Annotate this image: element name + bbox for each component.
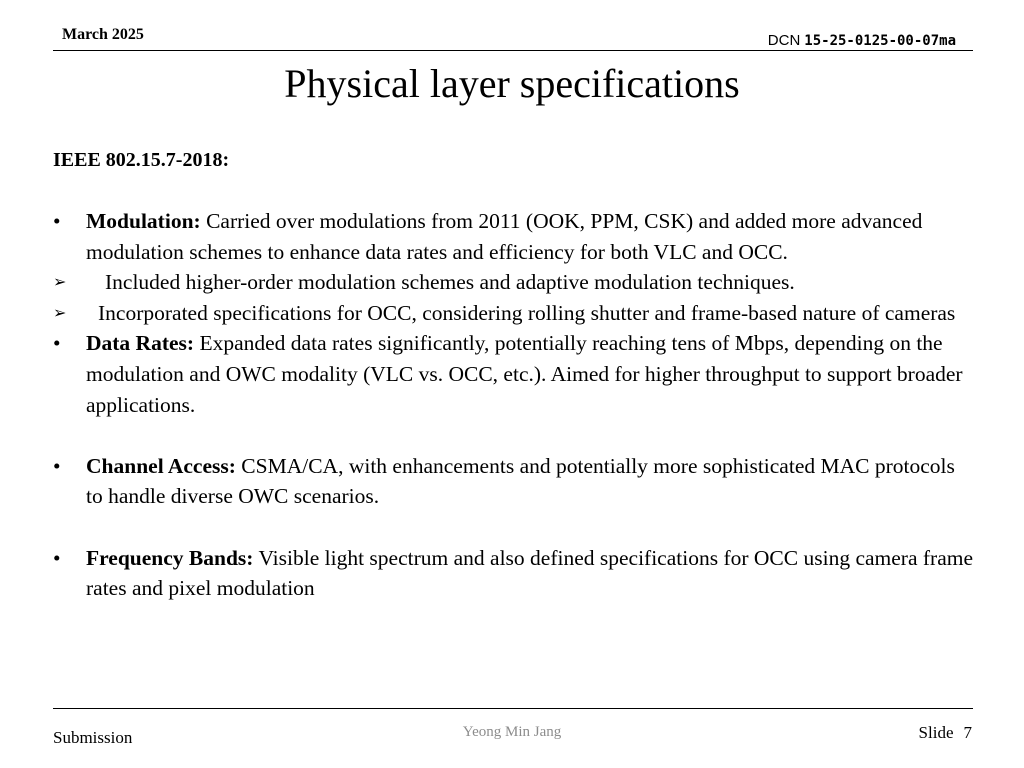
sub-bullet-occ [53,298,973,329]
header-date: March 2025 [62,26,144,43]
slide-body [53,206,973,604]
bullet-channel-access [53,451,973,512]
dcn-reference [768,32,956,49]
bullet-marker: • [53,331,61,356]
footer-author: Yeong Min Jang [462,724,562,740]
slide-subheading: IEEE 802.15.7-2018: [53,149,230,171]
sub-bullet-higher-order [53,267,973,298]
slide-title: Physical layer specifications [284,61,740,106]
slide-number [919,723,972,743]
bullet-marker: • [53,209,61,233]
bullet-text: Visible light spectrum and also defined specifications for OCC using camera frame rates and pixel modulation [86,545,974,601]
bullet-label: Frequency Bands: [86,545,254,570]
sub-bullet-text: Included higher-order modulation schemes and adaptive modulation techniques. [105,270,795,295]
header-divider [53,50,973,51]
bullet-marker: • [53,545,61,570]
bullet-label: Modulation: [86,209,201,233]
slide-label: Slide [918,723,954,742]
bullet-data-rates [53,328,973,420]
bullet-text: Carried over modulations from 2011 (OOK, PPM, CSK) and added more advanced modulation schemes to enhance data rates and efficiency for both VLC and OCC. [86,209,923,264]
bullet-frequency-bands [53,543,973,604]
bullet-marker: • [53,453,61,478]
spacer [53,512,973,543]
arrow-bullet-icon: ➢ [53,302,67,322]
bullet-text: CSMA/CA, with enhancements and potentially more sophisticated MAC protocols to handle diverse OWC scenarios. [86,453,955,509]
footer-divider [53,708,973,709]
bullet-label: Data Rates: [86,331,195,356]
dcn-label: DCN [767,32,801,49]
bullet-text: Expanded data rates significantly, potentially reaching tens of Mbps, depending on the modulation and OWC modality (VLC vs. OCC, etc.). Aimed for higher throughput to support broader applications. [86,331,963,417]
bullet-modulation [53,206,973,267]
dcn-number: 15-25-0125-00-07ma [804,33,956,49]
footer-submission: Submission [53,728,133,747]
spacer [53,420,973,451]
bullet-label: Channel Access: [86,453,236,478]
slide-number-value: 7 [963,723,972,742]
sub-bullet-text: Incorporated specifications for OCC, considering rolling shutter and frame-based nature of cameras [98,300,956,325]
arrow-bullet-icon: ➢ [53,272,67,292]
